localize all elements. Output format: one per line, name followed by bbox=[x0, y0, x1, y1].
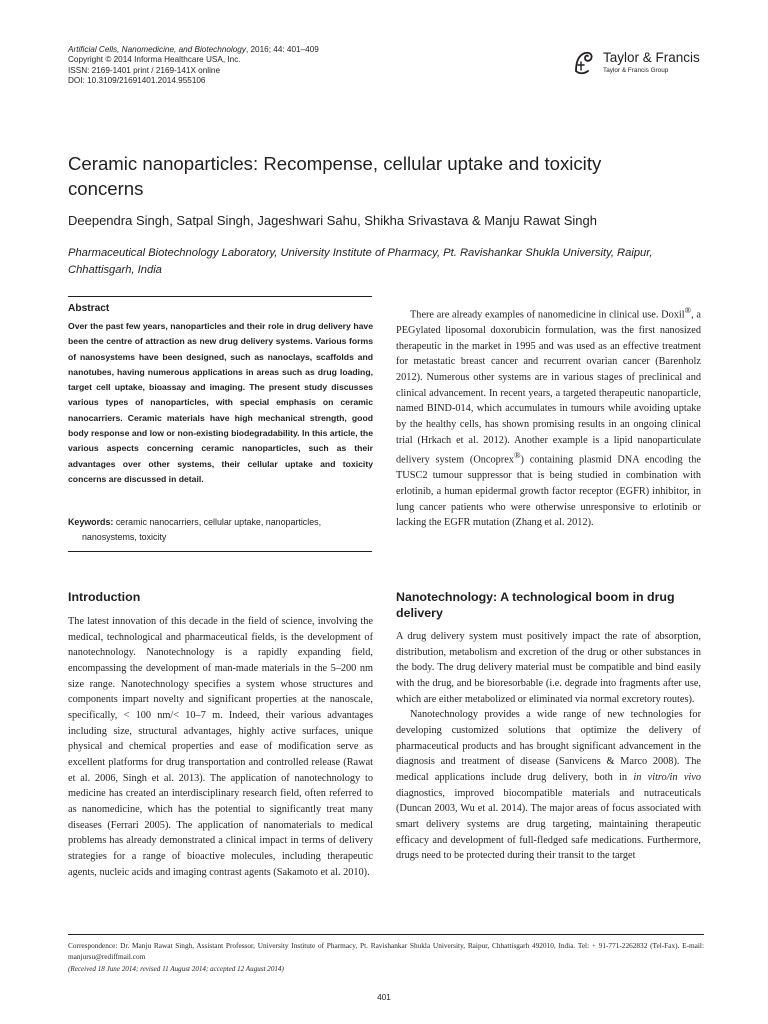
page-number: 401 bbox=[377, 993, 391, 1002]
keywords-label: Keywords: bbox=[68, 517, 114, 527]
abstract-top-rule bbox=[68, 296, 372, 297]
journal-issn: ISSN: 2169-1401 print / 2169-141X online bbox=[68, 65, 221, 75]
publisher-group: Taylor & Francis Group bbox=[603, 67, 669, 74]
article-title: Ceramic nanoparticles: Recompense, cellular uptake and toxicity concerns bbox=[68, 153, 602, 199]
taylor-francis-scroll-icon bbox=[570, 49, 598, 77]
nanotechnology-heading: Nanotechnology: A technological boom in drug delivery bbox=[396, 590, 675, 620]
journal-name: Artificial Cells, Nanomedicine, and Biotechnology bbox=[68, 45, 246, 54]
registered-mark: ® bbox=[513, 450, 521, 461]
registered-mark: ® bbox=[684, 305, 692, 315]
introduction-heading: Introduction bbox=[68, 590, 141, 604]
nanomedicine-examples bbox=[396, 303, 701, 531]
article-authors: Deependra Singh, Satpal Singh, Jageshwari Sahu, Shikha Srivastava & Manju Rawat Singh bbox=[68, 213, 597, 228]
keywords-line-2: nanosystems, toxicity bbox=[82, 531, 167, 542]
footer-rule bbox=[68, 934, 704, 935]
journal-citation bbox=[68, 45, 319, 55]
nanotechnology-paragraph-2 bbox=[396, 707, 701, 864]
correspondence: Correspondence: Dr. Manju Rawat Singh, Assistant Professor, University Institute of Pharmacy, Pt. Ravishankar Shukla University, Raipur, Chhattisgarh 492010, India. Tel: + 91-771-2262832 (Tel-Fax). E-mail: manjursu@rediffmail.com bbox=[68, 941, 704, 961]
abstract-bottom-rule bbox=[68, 551, 372, 552]
paragraph-2-part-a: Nanotechnology provides a wide range of new technologies for developing customized solutions that optimize the delivery of pharmaceutical products and has brought significant advancement in the diagnosis and treatment of disease (Sanvicens & Marco 2008). The medical applications include drug delivery, both in bbox=[396, 709, 701, 783]
publisher-name: Taylor & Francis bbox=[603, 50, 700, 65]
article-affiliation: Pharmaceutical Biotechnology Laboratory, University Institute of Pharmacy, Pt. Ravishankar Shukla University, Raipur, Chhattisgarh, India bbox=[68, 247, 653, 276]
nanotechnology-body bbox=[396, 629, 701, 864]
journal-info bbox=[68, 45, 319, 87]
paragraph-2-part-b: diagnostics, improved biocompatible materials and nutraceuticals (Duncan 2003, Wu et al. 2014). The major areas of focus associated with smart delivery systems are drug targeting, maintaining therapeutic efficacy and development of full-fledged safe medications. Furthermore, drugs need to be protected during their transit to the target bbox=[396, 787, 701, 862]
keywords bbox=[68, 515, 373, 544]
paragraph-2-italic: in vitro/in vivo bbox=[633, 771, 701, 783]
keywords-line-1: ceramic nanocarriers, cellular uptake, nanoparticles, bbox=[113, 517, 322, 527]
journal-copyright: Copyright © 2014 Informa Healthcare USA, Inc. bbox=[68, 55, 241, 65]
paragraph-part-3: ) containing plasmid DNA encoding the TUSC2 tumour suppressor that is being studied in combination with erlotinib, a human epidermal growth factor receptor (EGFR) inhibitor, in lung cancer patients who were otherwise unresponsive to erlotinib or lacking the EGFR mutation (Zhang et al. 2012). bbox=[396, 454, 701, 529]
abstract-body: Over the past few years, nanoparticles and their role in drug delivery have been the centre of attraction as new drug delivery systems. Various forms of nanosystems have been designed, such as nanoclays, scaffolds and nanotubes, having numerous applications in areas such as drug loading, target cell uptake, bioassay and imaging. The present study discusses various types of nanoparticles, with special emphasis on ceramic nanocarriers. Ceramic materials have high mechanical strength, good body response and low or non-existing biodegradability. In this article, the various aspects concerning ceramic nanoparticles, such as their advantages over other systems, their cellular uptake and toxicity concerns are discussed in detail. bbox=[68, 321, 373, 484]
journal-doi: DOI: 10.3109/21691401.2014.955106 bbox=[68, 76, 206, 86]
nanotechnology-paragraph-1: A drug delivery system must positively impact the rate of absorption, distribution, metabolism and excretion of the drug or other substances in the body. The drug delivery material must be compatible and bind easily with the drug, and be bioresorbable (i.e. degrade into fragments after use, which are either metabolized or eliminated via normal excretory routes). bbox=[396, 631, 701, 705]
nanomedicine-paragraph bbox=[396, 303, 701, 531]
introduction-paragraph: The latest innovation of this decade in the field of science, involving the medical, technological and pharmaceutical fields, is the development of nanotechnology. Nanotechnology is a rapidly expanding field, encompassing the development of man-made materials in the 5–200 nm size range. Nanotechnology specifies a system whose structures and components impart novelty and significant properties at the nanoscale, specifically, < 100 nm/< 10–7 m. Indeed, their various advantages including size, structural advantages, highly active surfaces, unique physical and chemical properties and ease of modification serve as excellent platforms for drug transportation and controlled release (Rawat et al. 2006, Singh et al. 2013). The application of nanotechnology to medicine has created an interdisciplinary research field, often referred to as nanomedicine, which has the potential to significantly treat many diseases (Ferrari 2005). The application of nanomaterials to medical problems has already demonstrated a clinical impact in terms of delivery strategies for a range of bioactive molecules, including therapeutic agents, nucleic acids and imaging contrast agents (Sakamoto et al. 2010). bbox=[68, 616, 373, 878]
publisher-logo bbox=[570, 48, 705, 78]
journal-volume: , 2016; 44: 401–409 bbox=[245, 45, 319, 54]
abstract-heading: Abstract bbox=[68, 303, 110, 314]
paragraph-part-1: There are already examples of nanomedicine in clinical use. Doxil bbox=[410, 309, 685, 321]
paragraph-part-2: , a PEGylated liposomal doxorubicin formulation, was the first nanosized therapeutic in the market in 1995 and was used as an effective treatment for metastatic breast cancer and recurrent ovarian cancer (Barenholz 2012). Numerous other systems are in various stages of preclinical and clinical advancement. In recent years, a targeted therapeutic nanoparticle, named BIND-014, which accumulates in tumours while avoiding uptake by the healthy cells, has shown promising results in an ongoing clinical trial (Hrkach et al. 2012). Another example is a lipid nanoparticulate delivery system (Oncoprex bbox=[396, 309, 702, 466]
received-dates: (Received 18 June 2014; revised 11 August 2014; accepted 12 August 2014) bbox=[68, 965, 284, 973]
introduction-body bbox=[68, 614, 373, 880]
